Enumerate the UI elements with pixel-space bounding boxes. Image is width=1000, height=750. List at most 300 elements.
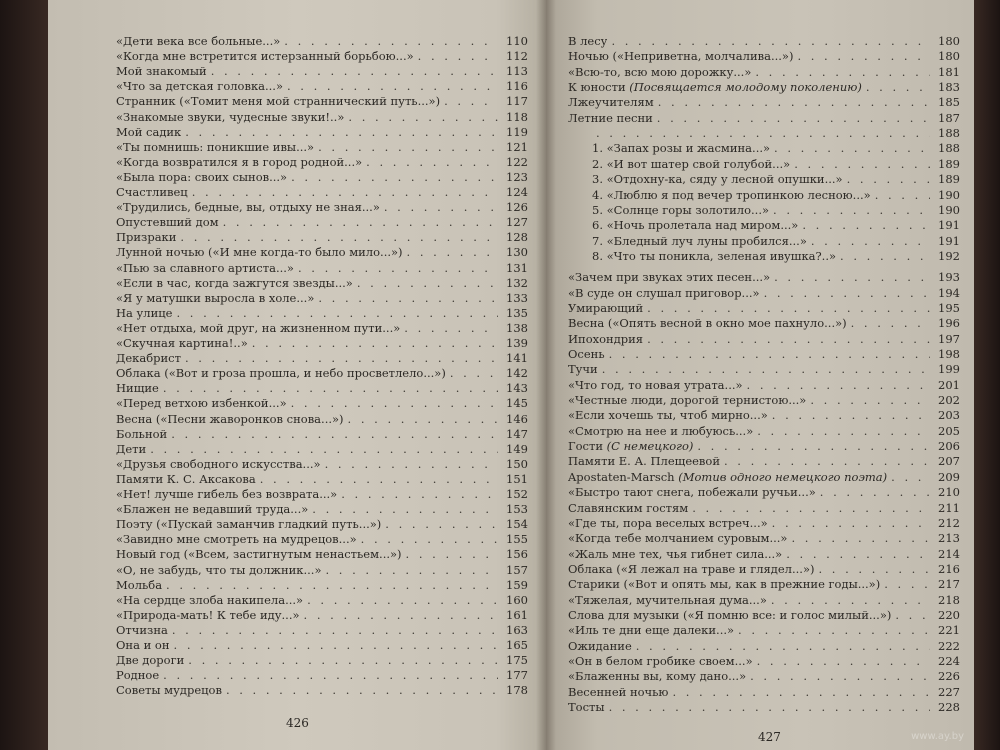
toc-entry xyxy=(116,427,528,443)
leader-dots xyxy=(647,301,930,315)
toc-entry xyxy=(568,654,960,670)
toc-entry xyxy=(116,200,528,216)
toc-entry-page: 221 xyxy=(938,623,960,638)
toc-entry-page: 196 xyxy=(938,316,960,331)
toc-entry-title: Облака («Вот и гроза прошла, и небо просветлело...») xyxy=(116,366,446,381)
toc-entry xyxy=(116,185,528,201)
toc-entry xyxy=(116,683,528,699)
toc-entry xyxy=(116,563,528,579)
toc-entry-page: 178 xyxy=(506,683,528,698)
toc-entry-page: 113 xyxy=(506,64,528,79)
toc-entry-title: 4. «Люблю я под вечер тропинкою лесною...» xyxy=(592,187,871,202)
toc-entry xyxy=(116,321,528,337)
toc-entry-page: 121 xyxy=(506,139,528,154)
leader-dots xyxy=(384,200,498,214)
toc-entry-page: 203 xyxy=(938,408,960,423)
leader-dots xyxy=(891,470,930,484)
toc-entry xyxy=(568,347,960,363)
leader-dots xyxy=(757,424,930,438)
toc-entry-title: «О, не забудь, что ты должник...» xyxy=(116,562,322,577)
toc-entry xyxy=(568,316,960,332)
toc-entry-page: 112 xyxy=(506,49,528,64)
toc-entry-page: 119 xyxy=(506,124,528,139)
toc-entry-title: Памяти Е. А. Плещеевой xyxy=(568,454,720,469)
toc-entry-title: На улице xyxy=(116,305,173,320)
toc-entry xyxy=(592,218,960,234)
toc-entry xyxy=(568,286,960,302)
leader-dots xyxy=(847,172,930,186)
toc-entry-page: 160 xyxy=(506,592,528,607)
toc-entry-title: Опустевший дом xyxy=(116,215,219,230)
toc-entry-page: 189 xyxy=(938,156,960,171)
watermark: www.ay.by xyxy=(911,731,964,742)
toc-entry-title: «Быстро тают снега, побежали ручьи...» xyxy=(568,485,816,500)
leader-dots xyxy=(176,306,498,320)
toc-entry-page: 153 xyxy=(506,502,528,517)
toc-entry-title: «Блаженны вы, кому дано...» xyxy=(568,669,747,684)
toc-entry-title: «Что год, то новая утрата...» xyxy=(568,377,743,392)
toc-entry-title: Лжеучителям xyxy=(568,95,654,110)
toc-entry-title: Советы мудрецов xyxy=(116,683,222,698)
toc-entry-title: Осень xyxy=(568,347,605,361)
leader-dots xyxy=(747,378,930,392)
toc-entry-title: Лунной ночью («И мне когда-то было мило...») xyxy=(116,245,403,260)
toc-entry xyxy=(116,170,528,186)
toc-entry xyxy=(116,140,528,156)
toc-entry xyxy=(592,249,960,265)
toc-entry xyxy=(116,517,528,533)
toc-entry-title: Весенней ночью xyxy=(568,684,669,699)
leader-dots xyxy=(418,49,498,63)
toc-entry-page: 205 xyxy=(938,423,960,438)
toc-entry-page: 207 xyxy=(938,454,960,469)
leader-dots xyxy=(171,427,498,441)
toc-entry-page: 197 xyxy=(938,331,960,346)
toc-entry xyxy=(116,638,528,654)
leader-dots xyxy=(895,608,930,622)
toc-entry-page: 124 xyxy=(506,185,528,199)
toc-entry-title: Ночью («Неприветна, молчалива...») xyxy=(568,49,794,64)
toc-entry-page: 154 xyxy=(506,517,528,532)
leader-dots xyxy=(774,270,930,284)
toc-entry-note: (Мотив одного немецкого поэта) xyxy=(674,469,888,484)
toc-entry-title: Она и он xyxy=(116,638,170,652)
leader-dots xyxy=(764,286,930,300)
toc-entry-title: «Пью за славного артиста...» xyxy=(116,260,294,275)
toc-entry xyxy=(568,378,960,394)
leader-dots xyxy=(866,80,930,94)
toc-entry xyxy=(568,439,960,455)
toc-entry xyxy=(116,547,528,563)
toc-entry-title: Летние песни xyxy=(568,110,653,125)
toc-entry-page: 157 xyxy=(506,562,528,577)
toc-entry xyxy=(568,424,960,440)
toc-entry xyxy=(592,141,960,157)
toc-entry-page: 150 xyxy=(506,456,528,471)
leader-dots xyxy=(404,321,498,335)
leader-dots xyxy=(658,95,930,109)
leader-dots xyxy=(840,249,930,263)
toc-entry-title: Счастливец xyxy=(116,185,188,199)
toc-entry xyxy=(568,669,960,685)
toc-entry xyxy=(568,562,960,578)
toc-entry-page: 146 xyxy=(506,411,528,426)
toc-entry-title: Памяти К. С. Аксакова xyxy=(116,471,256,486)
toc-entry-page: 226 xyxy=(938,669,960,684)
leader-dots xyxy=(185,351,498,365)
toc-entry xyxy=(568,685,960,701)
toc-entry-title: «Честные люди, дорогой тернистою...» xyxy=(568,393,807,408)
toc-entry-title: «Когда тебе молчанием суровым...» xyxy=(568,531,788,546)
toc-entry xyxy=(116,291,528,307)
toc-entry-page: 131 xyxy=(506,260,528,275)
toc-entry xyxy=(568,454,960,470)
leader-dots xyxy=(672,685,930,699)
toc-entry xyxy=(568,393,960,409)
toc-entry-page: 183 xyxy=(938,80,960,95)
toc-entry-title: «На сердце злоба накипела...» xyxy=(116,592,304,607)
toc-entry xyxy=(116,110,528,126)
toc-entry-page: 130 xyxy=(506,245,528,260)
leader-dots xyxy=(636,639,930,653)
toc-entry xyxy=(116,532,528,548)
toc-entry-page: 118 xyxy=(506,109,528,124)
toc-entry xyxy=(116,608,528,624)
toc-entry xyxy=(568,485,960,501)
leader-dots xyxy=(150,442,498,456)
leader-dots xyxy=(692,501,930,515)
toc-entry xyxy=(568,301,960,317)
leader-dots xyxy=(166,578,498,592)
leader-dots xyxy=(385,517,498,531)
toc-entry xyxy=(116,351,528,367)
toc-entry xyxy=(116,668,528,684)
toc-entry-title: 7. «Бледный луч луны пробился...» xyxy=(592,233,807,248)
left-page xyxy=(48,0,546,750)
leader-dots xyxy=(697,439,930,453)
toc-entry-page: 220 xyxy=(938,607,960,622)
toc-entry-title: «Завидно мне смотреть на мудрецов...» xyxy=(116,532,357,547)
toc-entry-page: 133 xyxy=(506,290,528,305)
toc-entry-title: Новый год («Всем, застигнутым ненастьем...») xyxy=(116,547,402,562)
toc-entry xyxy=(592,157,960,173)
toc-entry xyxy=(116,125,528,141)
toc-entry-title: «Перед ветхою избенкой...» xyxy=(116,396,287,411)
leader-dots xyxy=(180,230,498,244)
leader-dots xyxy=(192,185,498,199)
toc-entry xyxy=(568,470,960,486)
toc-entry-page: 217 xyxy=(938,577,960,592)
toc-entry-page: 216 xyxy=(938,561,960,576)
toc-entry-page: 180 xyxy=(938,49,960,64)
leader-dots xyxy=(406,547,498,561)
toc-entry xyxy=(116,336,528,352)
toc-entry-page: 181 xyxy=(938,64,960,79)
toc-entry-title: 8. «Что ты поникла, зеленая ивушка?..» xyxy=(592,248,837,263)
toc-entry-page: 189 xyxy=(938,172,960,187)
toc-entry-title: Мольба xyxy=(116,577,163,592)
leader-dots xyxy=(172,623,498,637)
toc-entry-page: 141 xyxy=(506,351,528,366)
right-page-number: 427 xyxy=(758,730,781,744)
leader-dots xyxy=(444,94,498,108)
toc-entry-title: Мой садик xyxy=(116,124,182,139)
toc-entry-page: 143 xyxy=(506,381,528,396)
toc-entry-page: 228 xyxy=(938,700,960,715)
leader-dots xyxy=(884,577,930,591)
toc-entry-title: «Трудились, бедные, вы, отдыху не зная...» xyxy=(116,200,380,215)
toc-entry-page: 190 xyxy=(938,202,960,217)
toc-entry-title: Тучи xyxy=(568,362,598,377)
toc-entry xyxy=(116,442,528,458)
toc-entry-page: 192 xyxy=(938,248,960,263)
toc-entry-title: «Скучная картина!..» xyxy=(116,336,248,350)
leader-dots xyxy=(348,412,498,426)
toc-entry xyxy=(568,34,960,50)
toc-entry-title: «Где ты, пора веселых встреч...» xyxy=(568,515,768,530)
toc-entry-title: «Если хочешь ты, чтоб мирно...» xyxy=(568,408,768,423)
toc-entry-title: 6. «Ночь пролетала над миром...» xyxy=(592,218,799,233)
toc-entry-page: 187 xyxy=(938,110,960,125)
toc-entry xyxy=(116,276,528,292)
toc-entry-title: Две дороги xyxy=(116,653,185,668)
toc-entry-title: Призраки xyxy=(116,230,177,245)
book-gutter xyxy=(536,0,556,750)
toc-entry xyxy=(568,501,960,517)
toc-entry-title: «Всю-то, всю мою дорожку...» xyxy=(568,64,752,79)
toc-entry-title: «Смотрю на нее и любуюсь...» xyxy=(568,423,754,438)
toc-entry-page: 139 xyxy=(506,336,528,350)
toc-entry xyxy=(592,126,960,142)
leader-dots xyxy=(287,79,498,93)
toc-entry-page: 165 xyxy=(506,638,528,652)
leader-dots xyxy=(810,393,930,407)
leader-dots xyxy=(596,126,930,140)
toc-entry xyxy=(568,65,960,81)
toc-entry-page: 132 xyxy=(506,275,528,290)
toc-entry xyxy=(116,79,528,95)
toc-entry xyxy=(568,639,960,655)
toc-entry-note: (С немецкого) xyxy=(603,439,694,454)
toc-entry-title: «Он в белом гробике своем...» xyxy=(568,654,753,668)
toc-entry-title: «Ты помнишь: поникшие ивы...» xyxy=(116,139,315,154)
toc-entry xyxy=(116,94,528,110)
leader-dots xyxy=(772,516,930,530)
leader-dots xyxy=(786,547,930,561)
leader-dots xyxy=(260,472,498,486)
toc-entry-title: «Блажен не ведавший труда...» xyxy=(116,502,309,517)
toc-entry-title: «Знакомые звуки, чудесные звуки!..» xyxy=(116,109,345,124)
toc-entry-title: «Была пора: своих сынов...» xyxy=(116,169,288,184)
toc-entry-page: 127 xyxy=(506,215,528,230)
toc-entry-page: 151 xyxy=(506,471,528,486)
leader-dots xyxy=(811,234,930,248)
leader-dots xyxy=(797,49,930,63)
leader-dots xyxy=(361,532,498,546)
leader-dots xyxy=(284,34,498,48)
leader-dots xyxy=(802,218,930,232)
toc-entry-title: Умирающий xyxy=(568,300,644,315)
leader-dots xyxy=(252,336,498,350)
leader-dots xyxy=(738,623,930,637)
toc-entry xyxy=(116,64,528,80)
toc-entry-page: 218 xyxy=(938,592,960,607)
toc-entry-page: 191 xyxy=(938,233,960,248)
toc-entry xyxy=(592,203,960,219)
leader-dots xyxy=(326,563,499,577)
toc-entry-page: 155 xyxy=(506,532,528,547)
toc-entry-title: «Жаль мне тех, чья гибнет сила...» xyxy=(568,546,783,561)
leader-dots xyxy=(211,64,498,78)
toc-entry-title: «Дети века все больные...» xyxy=(116,34,281,48)
leader-dots xyxy=(407,245,498,259)
leader-dots xyxy=(602,362,930,376)
toc-entry xyxy=(116,230,528,246)
toc-entry-title: Нищие xyxy=(116,381,159,396)
toc-entry-title: К юности (Посвящается молодому поколению) xyxy=(568,80,862,95)
toc-entry xyxy=(116,623,528,639)
toc-entry xyxy=(568,516,960,532)
toc-entry-title: 1. «Запах розы и жасмина...» xyxy=(592,141,771,156)
toc-entry-title: «Когда мне встретится истерзанный борьбою...» xyxy=(116,49,414,64)
toc-entry-page: 177 xyxy=(506,668,528,683)
toc-entry-title: Весна («Опять весной в окно мое пахнуло...») xyxy=(568,316,847,331)
toc-entry xyxy=(568,362,960,378)
toc-entry-page: 185 xyxy=(938,95,960,110)
toc-entry xyxy=(568,408,960,424)
toc-entry-title: 3. «Отдохну-ка, сяду у лесной опушки...» xyxy=(592,172,843,187)
toc-entry xyxy=(568,49,960,65)
toc-entry-page: 201 xyxy=(938,377,960,392)
toc-entry xyxy=(116,215,528,231)
toc-entry xyxy=(568,95,960,111)
toc-entry-page: 193 xyxy=(938,270,960,285)
toc-entry-title: «Я у матушки выросла в холе...» xyxy=(116,290,315,305)
toc-entry xyxy=(116,366,528,382)
toc-entry-title: Больной xyxy=(116,426,168,441)
leader-dots xyxy=(291,396,498,410)
toc-entry xyxy=(568,111,960,127)
toc-entry xyxy=(568,332,960,348)
toc-entry-title: «Зачем при звуках этих песен...» xyxy=(568,270,771,285)
toc-entry-page: 194 xyxy=(938,285,960,300)
toc-entry xyxy=(568,270,960,286)
toc-entry-page: 202 xyxy=(938,393,960,408)
leader-dots xyxy=(657,111,930,125)
toc-entry xyxy=(116,487,528,503)
toc-entry-page: 159 xyxy=(506,577,528,592)
desk-surface-left xyxy=(0,0,52,750)
toc-entry xyxy=(592,172,960,188)
toc-entry-page: 147 xyxy=(506,426,528,441)
toc-entry-title: Старики («Вот и опять мы, как в прежние годы...») xyxy=(568,577,881,592)
toc-entry-page: 214 xyxy=(938,546,960,561)
toc-entry xyxy=(568,608,960,624)
toc-entry-title: «Иль те дни еще далеки...» xyxy=(568,623,735,638)
toc-entry-page: 138 xyxy=(506,320,528,335)
leader-dots xyxy=(647,332,930,346)
toc-entry xyxy=(116,457,528,473)
toc-entry-page: 213 xyxy=(938,531,960,546)
toc-entry-title: Дети xyxy=(116,441,147,456)
leader-dots xyxy=(307,593,498,607)
toc-entry-page: 126 xyxy=(506,200,528,215)
toc-entry-page: 198 xyxy=(938,347,960,361)
toc-entry xyxy=(116,261,528,277)
toc-entry-page: 175 xyxy=(506,653,528,668)
toc-entry xyxy=(568,623,960,639)
toc-entry-page: 199 xyxy=(938,362,960,377)
leader-dots xyxy=(875,188,930,202)
toc-entry-page: 163 xyxy=(506,622,528,637)
leader-dots xyxy=(325,457,498,471)
toc-entry-page: 161 xyxy=(506,607,528,622)
toc-entry xyxy=(116,653,528,669)
toc-entry-title: «Друзья свободного искусства...» xyxy=(116,456,321,471)
leader-dots xyxy=(757,654,930,668)
toc-entry-page: 152 xyxy=(506,487,528,501)
toc-entry xyxy=(116,578,528,594)
toc-entry-page: 149 xyxy=(506,441,528,456)
toc-entry xyxy=(568,577,960,593)
toc-entry-title: «Когда возвратился я в город родной...» xyxy=(116,154,363,169)
toc-entry-title: «Нет! лучше гибель без возврата...» xyxy=(116,487,338,501)
toc-entry-title: «В суде он слушал приговор...» xyxy=(568,285,760,300)
leader-dots xyxy=(163,381,498,395)
leader-dots xyxy=(304,608,498,622)
toc-entry xyxy=(568,593,960,609)
toc-entry-title: В лесу xyxy=(568,34,608,48)
toc-entry-page: 117 xyxy=(506,94,528,109)
leader-dots xyxy=(312,502,498,516)
leader-dots xyxy=(851,316,930,330)
toc-entry-title: «Что за детская головка...» xyxy=(116,79,283,94)
toc-entry-page: 206 xyxy=(938,439,960,454)
toc-entry-page: 209 xyxy=(938,469,960,484)
toc-entry-title: Поэту («Пускай заманчив гладкий путь...») xyxy=(116,517,382,532)
toc-entry-page: 212 xyxy=(938,515,960,530)
toc-entry xyxy=(592,188,960,204)
toc-entry-title: Славянским гостям xyxy=(568,500,689,515)
toc-entry xyxy=(116,396,528,412)
toc-entry-title: Декабрист xyxy=(116,351,181,366)
leader-dots xyxy=(450,366,498,380)
toc-entry-page: 110 xyxy=(506,34,528,48)
left-page-number: 426 xyxy=(286,716,309,730)
toc-entry-title: Apostaten-Marsch (Мотив одного немецкого поэта) xyxy=(568,469,888,484)
leader-dots xyxy=(774,141,930,155)
leader-dots xyxy=(223,215,498,229)
toc-entry-page: 135 xyxy=(506,305,528,320)
toc-entry xyxy=(568,700,960,716)
toc-entry xyxy=(568,531,960,547)
toc-entry-page: 123 xyxy=(506,169,528,184)
leader-dots xyxy=(609,700,930,714)
leader-dots xyxy=(609,347,930,361)
toc-entry-title: Облака («Я лежал на траве и глядел...») xyxy=(568,561,815,576)
leader-dots xyxy=(341,487,498,501)
toc-entry-page: 122 xyxy=(506,154,528,169)
toc-entry-page: 145 xyxy=(506,396,528,411)
toc-entry-title: «Природа-мать! К тебе иду...» xyxy=(116,607,300,622)
toc-entry-title: Мой знакомый xyxy=(116,64,207,79)
leader-dots xyxy=(357,276,498,290)
toc-entry xyxy=(116,245,528,261)
toc-entry-title: Тосты xyxy=(568,700,605,715)
leader-dots xyxy=(771,593,930,607)
leader-dots xyxy=(226,683,498,697)
toc-entry xyxy=(592,234,960,250)
